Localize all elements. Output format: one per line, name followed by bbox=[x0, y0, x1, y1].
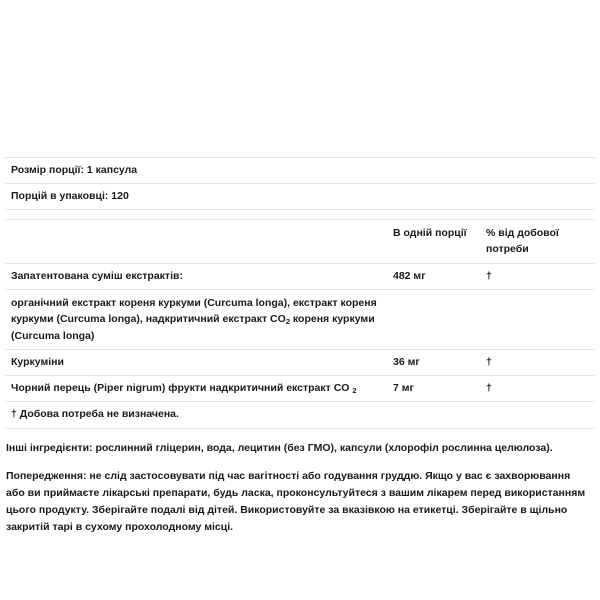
co2-subscript: 2 bbox=[352, 386, 357, 396]
column-header-name bbox=[5, 220, 387, 263]
supplement-facts-table bbox=[5, 157, 595, 429]
table-header-row bbox=[5, 220, 595, 263]
below-table-content bbox=[5, 441, 595, 536]
row-dv-black-pepper: † bbox=[480, 376, 595, 402]
table-row bbox=[5, 290, 595, 350]
table-row bbox=[5, 376, 595, 402]
table-row-serving-size bbox=[5, 158, 595, 184]
serving-size-label: Розмір порції: 1 капсула bbox=[5, 158, 595, 184]
row-label-black-pepper bbox=[5, 376, 387, 402]
row-dv-blend-ingredients bbox=[480, 290, 595, 350]
row-dv-curcumins: † bbox=[480, 349, 595, 375]
black-pepper-text-part1: Чорний перець (Piper nigrum) фрукти надкритичний екстракт CO bbox=[11, 382, 353, 395]
blend-ingredients-text-part2: кореня куркуми (Curcuma longa) bbox=[11, 313, 375, 342]
row-amount-black-pepper: 7 мг bbox=[387, 376, 480, 402]
row-label-proprietary-blend: Запатентована суміш екстрактів: bbox=[5, 263, 387, 289]
other-ingredients-paragraph: Інші інгредієнти: рослинний гліцерин, вода, лецитин (без ГМО), капсули (хлорофіл рослинна целюлоза). bbox=[6, 441, 553, 454]
spacer-cell bbox=[5, 210, 595, 220]
row-amount-blend-ingredients bbox=[387, 290, 480, 350]
servings-per-container-label: Порцій в упаковці: 120 bbox=[5, 184, 595, 210]
blend-ingredients-text-part1: органічний екстракт кореня куркуми (Curcuma longa), екстракт кореня куркуми (Curcuma longa), надкритичний екстракт CO bbox=[11, 297, 377, 326]
co2-subscript: 2 bbox=[285, 317, 291, 327]
table-row bbox=[5, 349, 595, 375]
warning-paragraph: Попередження: не слід застосовувати під час вагітності або годування груддю. Якщо у вас є захворювання або ви приймаєте лікарські препарати, будь ласка, проконсультуйтеся з вашим лікарем перед використанням цього продукту. Зберігайте подалі від дітей. Використовуйте за вказівкою на етикетці. Зберігайте в щільно закритій тарі в сухому прохолодному місці. bbox=[6, 469, 586, 533]
row-label-curcumins: Куркуміни bbox=[5, 349, 387, 375]
row-amount-proprietary-blend: 482 мг bbox=[387, 263, 480, 289]
row-dv-proprietary-blend: † bbox=[480, 263, 595, 289]
table-spacer-row bbox=[5, 210, 595, 220]
table-row bbox=[5, 263, 595, 289]
column-header-percent-daily-value: % від добової потреби bbox=[480, 220, 595, 263]
daily-value-footnote: † Добова потреба не визначена. bbox=[5, 402, 595, 428]
table-row-servings-per-container bbox=[5, 184, 595, 210]
table-row-footnote bbox=[5, 402, 595, 428]
column-header-amount-per-serving: В одній порції bbox=[387, 220, 480, 263]
row-amount-curcumins: 36 мг bbox=[387, 349, 480, 375]
row-label-blend-ingredients bbox=[5, 290, 387, 350]
